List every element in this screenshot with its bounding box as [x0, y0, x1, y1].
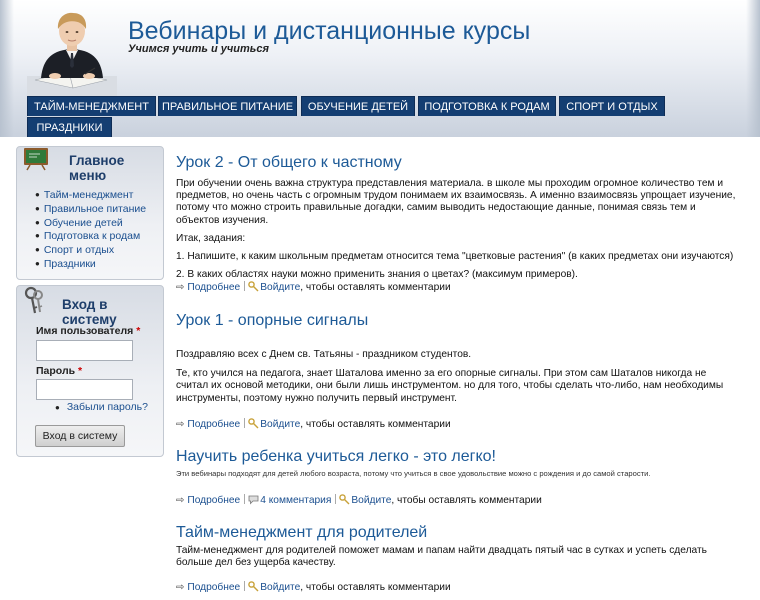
menu-item-childbirth-preparation[interactable]: ● Подготовка к родам	[35, 230, 141, 243]
article-node	[176, 448, 741, 479]
read-more-link[interactable]: Подробнее	[187, 282, 241, 293]
article-links	[176, 494, 542, 506]
menu-item-label[interactable]: Праздники	[43, 257, 96, 270]
link-separator	[244, 418, 245, 428]
forgot-password-link[interactable]: Забыли пароль?	[66, 401, 148, 413]
key-login-icon	[248, 281, 259, 292]
read-more-link[interactable]: Подробнее	[187, 495, 241, 506]
menu-item-kids-education[interactable]: ● Обучение детей	[35, 216, 123, 229]
logo-boy-studying-image[interactable]	[27, 10, 117, 96]
site-name[interactable]: Вебинары и дистанционные курсы	[128, 17, 531, 45]
menu-item-label[interactable]: Обучение детей	[43, 216, 123, 229]
password-input[interactable]	[36, 379, 133, 400]
link-separator	[244, 581, 245, 591]
article-paragraph: При обучении очень важна структура представления материала. в школе мы проходим огромное количество тем и предметов, но очень часть с огромным трудом понимаем их взаимосвязь. А именно взаимосвязь упрощает изучение, потому что можно строить правильные догадки, самим выводить недостающие данные, понимая связь тем и объектов изучения.	[176, 178, 736, 226]
key-login-icon	[248, 418, 259, 429]
menu-item-healthy-eating[interactable]: ● Правильное питание	[35, 202, 147, 215]
key-login-icon	[339, 494, 350, 505]
login-link[interactable]: Войдите	[351, 495, 392, 506]
link-separator	[335, 494, 336, 504]
menu-item-holidays[interactable]: ● Праздники	[35, 257, 96, 270]
password-label	[36, 365, 82, 377]
required-mark: *	[78, 365, 83, 377]
article-node	[176, 524, 741, 569]
comments-link[interactable]: 4 комментария	[260, 495, 332, 506]
login-suffix-text: , чтобы оставлять комментарии	[300, 419, 451, 430]
nav-tab-kids-education[interactable]: ОБУЧЕНИЕ ДЕТЕЙ	[301, 96, 415, 116]
main-menu-title: Главное меню	[69, 153, 125, 183]
article-links	[176, 418, 451, 430]
login-block	[16, 285, 164, 457]
article-paragraph: Те, кто учился на педагога, знает Шаталова именно за его опорные сигналы. При этом сам Шаталов никогда не считал их основой методики, они были лишь инструментом. но для того, чтобы сделать что-либо, нам необходимы инструменты, поэтому нужно получить первый инструмент.	[176, 368, 724, 404]
menu-item-label[interactable]: Правильное питание	[43, 202, 147, 215]
login-suffix-text: , чтобы оставлять комментарии	[391, 495, 542, 506]
username-label	[36, 325, 140, 337]
comment-bubble-icon	[248, 494, 259, 505]
article-title[interactable]: Урок 1 - опорные сигналы	[176, 312, 369, 329]
menu-item-time-management[interactable]: ● Тайм-менеджмент	[35, 189, 134, 201]
login-link[interactable]: Войдите	[260, 282, 301, 293]
main-menu-list	[35, 189, 146, 272]
header-edge-right	[746, 0, 760, 137]
list-bullet: ●	[55, 403, 60, 412]
menu-item-label[interactable]: Тайм-менеджмент	[43, 189, 134, 201]
login-link[interactable]: Войдите	[260, 582, 301, 593]
keys-icon	[23, 286, 47, 316]
article-title[interactable]: Тайм-менеджмент для родителей	[176, 524, 428, 541]
article-links	[176, 581, 451, 593]
link-separator	[244, 281, 245, 291]
menu-item-label[interactable]: Подготовка к родам	[43, 230, 141, 243]
article-paragraph: Поздравляю всех с Днем св. Татьяны - праздником студентов.	[176, 349, 472, 360]
username-label-text: Имя пользователя	[36, 325, 134, 337]
forgot-password-item	[55, 401, 148, 413]
article-paragraph: 2. В каких областях науки можно применить знания о цветах? (максимум примеров).	[176, 269, 578, 281]
link-separator	[244, 494, 245, 504]
menu-item-sport-and-leisure[interactable]: ● Спорт и отдых	[35, 244, 115, 257]
menu-item-label[interactable]: Спорт и отдых	[43, 244, 115, 257]
article-node	[176, 154, 741, 281]
article-paragraph: Тайм-менеджмент для родителей поможет мамам и папам найти двадцать пятый час в сутках и успеть сделать больше дел без ущерба качеству.	[176, 545, 707, 569]
nav-tab-sport-and-leisure[interactable]: СПОРТ И ОТДЫХ	[559, 96, 665, 116]
required-mark: *	[136, 325, 141, 337]
article-paragraph: 1. Напишите, к каким школьным предметам относится тема "цветковые растения" (в каких предметах они изучаются)	[176, 251, 734, 263]
article-links	[176, 281, 451, 293]
nav-tab-childbirth-preparation[interactable]: ПОДГОТОВКА К РОДАМ	[418, 96, 556, 116]
main-menu-block	[16, 146, 164, 280]
login-suffix-text: , чтобы оставлять комментарии	[300, 582, 451, 593]
username-input[interactable]	[36, 340, 133, 361]
login-submit-button[interactable]: Вход в систему	[35, 425, 125, 447]
article-paragraph: Эти вебинары подходят для детей любого возраста, потому что учиться в свое удовольствие можно с рождения и до самой старости.	[176, 469, 651, 478]
login-title: Вход в систему	[62, 297, 117, 327]
header	[0, 0, 760, 137]
site-slogan: Учимся учить и учиться	[128, 43, 269, 55]
arrow-icon: ⇨	[176, 282, 185, 293]
article-title[interactable]: Научить ребенка учиться легко - это легко!	[176, 448, 496, 465]
arrow-icon: ⇨	[176, 495, 185, 506]
login-suffix-text: , чтобы оставлять комментарии	[300, 282, 451, 293]
arrow-icon: ⇨	[176, 582, 185, 593]
chalkboard-icon	[22, 145, 52, 171]
read-more-link[interactable]: Подробнее	[187, 419, 241, 430]
nav-tab-time-management[interactable]: ТАЙМ-МЕНЕДЖМЕНТ	[27, 96, 156, 116]
article-title[interactable]: Урок 2 - От общего к частному	[176, 154, 402, 171]
login-link[interactable]: Войдите	[260, 419, 301, 430]
nav-tab-holidays[interactable]: ПРАЗДНИКИ	[27, 117, 112, 137]
password-label-text: Пароль	[36, 365, 76, 377]
article-node	[176, 312, 741, 405]
header-edge-left	[0, 0, 14, 137]
article-paragraph: Итак, задания:	[176, 232, 246, 244]
key-login-icon	[248, 581, 259, 592]
nav-tab-healthy-eating[interactable]: ПРАВИЛЬНОЕ ПИТАНИЕ	[158, 96, 297, 116]
arrow-icon: ⇨	[176, 419, 185, 430]
read-more-link[interactable]: Подробнее	[187, 582, 241, 593]
